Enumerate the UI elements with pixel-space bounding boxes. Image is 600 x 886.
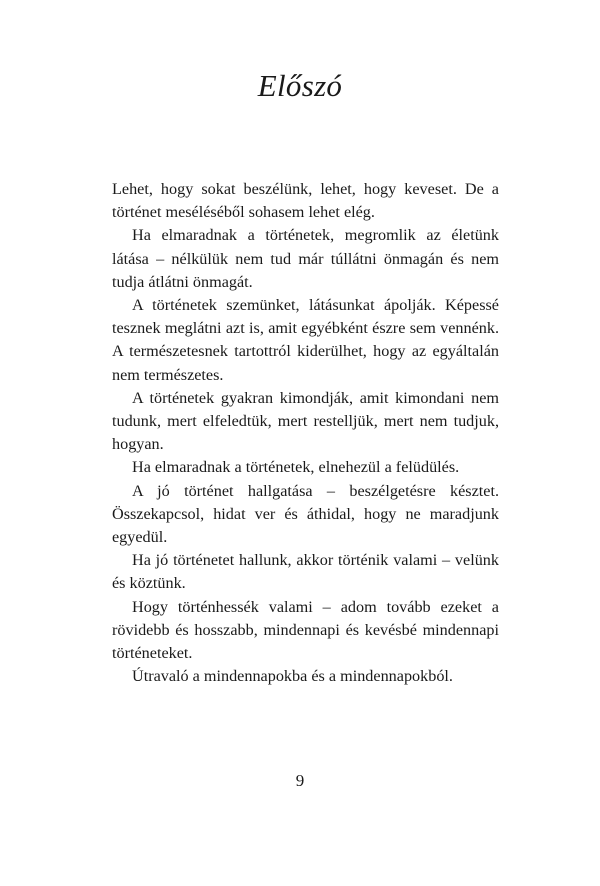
page-number: 9	[295, 771, 305, 790]
body-text	[112, 178, 499, 688]
page-title: Előszó	[257, 68, 343, 103]
paragraph: Ha elmaradnak a történetek, megromlik az életünk látása – nélkülük nem tud már túllátni önmagán és nem tudja átlátni önmagát.	[112, 226, 499, 291]
paragraph: Útravaló a mindennapokba és a mindennapokból.	[132, 667, 453, 686]
paragraph: Ha jó történetet hallunk, akkor történik valami – velünk és köztünk.	[112, 551, 499, 593]
paragraph: A történetek gyakran kimondják, amit kimondani nem tudunk, mert elfeledtük, mert restelljük, mert nem tudjuk, hogyan.	[112, 388, 499, 454]
paragraph: Hogy történhessék valami – adom tovább ezeket a rövidebb és hosszabb, mindennapi és kevésbé mindennapi történeteket.	[112, 597, 499, 663]
paragraph: Lehet, hogy sokat beszélünk, lehet, hogy keveset. De a történet meséléséből sohasem lehet elég.	[112, 180, 499, 222]
paragraph: A jó történet hallgatása – beszélgetésre késztet. Összekapcsol, hidat ver és áthidal, hogy ne maradjunk egyedül.	[112, 481, 499, 547]
paragraph: A történetek szemünket, látásunkat ápolják. Képessé tesznek meglátni azt is, amit egyébként észre sem vennénk. A természetesnek tartottról kiderülhet, hogy az egyáltalán nem természetes.	[112, 296, 499, 384]
paragraph: Ha elmaradnak a történetek, elnehezül a felüdülés.	[132, 458, 460, 477]
